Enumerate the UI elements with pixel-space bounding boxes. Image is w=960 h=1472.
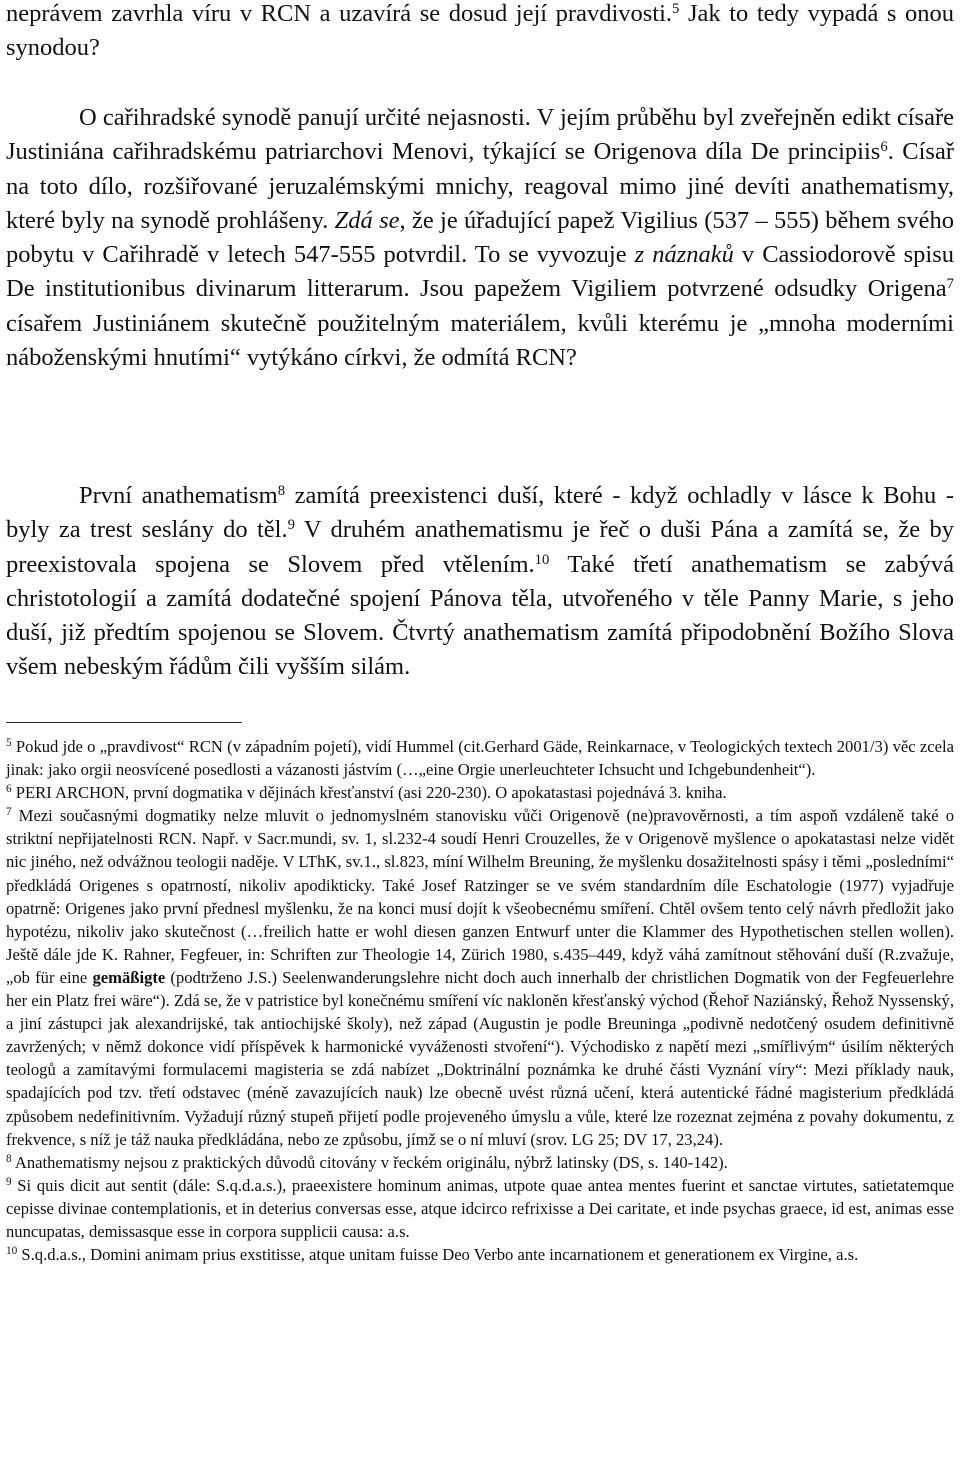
- footnote-number: 8: [6, 1152, 12, 1165]
- paragraph-text: v Cassiodorově spisu De institutionibus divinarum litterarum. Jsou papežem Vigiliem potvrzené odsudky Origena: [6, 241, 954, 303]
- footnote-text: PERI ARCHON, první dogmatika v dějinách křesťanství (asi 220-230). O apokatastasi pojednává 3. kniha.: [11, 783, 727, 803]
- footnote-8: [6, 1151, 954, 1174]
- footnote-ref-8[interactable]: 8: [277, 482, 286, 499]
- footnote-separator: [6, 722, 242, 723]
- footnote-text: S.q.d.a.s., Domini animam prius exstitisse, atque unitam fuisse Deo Verbo ante incarnationem et generationem ex Virgine, a.s.: [17, 1245, 859, 1265]
- footnote-10: [6, 1243, 954, 1266]
- footnote-ref-6[interactable]: 6: [880, 139, 888, 156]
- footnote-ref-9[interactable]: 9: [287, 517, 295, 534]
- paragraph-text: neprávem zavrhla víru v RCN a uzavírá se dosud její pravdivosti.: [6, 0, 673, 27]
- paragraph-intro: [6, 0, 954, 66]
- paragraph-text: O cařihradské synodě panují určité nejasnosti. V jejím průběhu byl zveřejněn edikt císaře Justiniána cařihradskému patriarchovi Menovi, týkající se Origenova díla De principiis: [6, 104, 954, 166]
- footnote-number: 6: [6, 782, 12, 795]
- footnote-number: 10: [6, 1244, 18, 1257]
- paragraph-synod: [6, 101, 954, 375]
- paragraph-text: První anathematism: [79, 482, 278, 509]
- paragraph-text: Také třetí anathematism se zabývá christotologií a zamítá dodatečné spojení Pánova těla, utvořeného v těle Panny Marie, s jeho duší, již předtím spojenou se Slovem. Čtvrtý anathematism zamítá připodobnění Božího Slova všem nebeským řádům čili vyšším silám.: [6, 550, 954, 681]
- footnote-7: [6, 804, 954, 1150]
- paragraph-text: , že je úřadující papež Vigilius (537 – 555) během svého pobytu v Cařihradě v letech 547-555 potvrdil. To se vyvozuje: [6, 206, 955, 269]
- footnote-6: [6, 781, 954, 804]
- bold-text: gemäßigte: [92, 967, 166, 987]
- footnote-text: Pokud jde o „pravdivost“ RCN (v západním pojetí), vidí Hummel (cit.Gerhard Gäde, Reinkarnace, v Teologických textech 2001/3) věc zcela jinak: jako orgii neosvícené posedlosti a vázanosti jástvím (…„eine Orgie unerleuchteter Ichsucht und Ichgebundenheit“).: [6, 737, 954, 780]
- footnote-ref-7[interactable]: 7: [946, 276, 954, 293]
- italic-text: Zdá se: [334, 206, 400, 234]
- paragraph-anathematisms: [6, 479, 954, 685]
- footnote-number: 7: [6, 806, 12, 819]
- footnote-number: 5: [6, 736, 12, 749]
- footnote-text: Anathematismy nejsou z praktických důvodů citovány v řeckém originálu, nýbrž latinsky (DS, s. 140-142).: [11, 1152, 728, 1172]
- italic-text: z náznaků: [634, 241, 734, 269]
- footnote-9: [6, 1174, 954, 1243]
- footnote-number: 9: [6, 1175, 12, 1188]
- paragraph-text: Jak to tedy vypadá s onou synodou?: [6, 0, 954, 62]
- footnote-ref-5[interactable]: 5: [672, 0, 680, 17]
- footnotes: [6, 735, 954, 1266]
- footnote-ref-10[interactable]: 10: [534, 551, 550, 568]
- footnote-text: (podtrženo J.S.) Seelenwanderungslehre nicht doch auch innerhalb der christlichen Dogmatik von der Fegfeuerlehre her ein Platz frei wäre“). Zdá se, že v patristice byl konečnému smíření víc nakloněn křesťanský východ (Řehoř Naziánský, Řehož Nyssenský, a jiní zástupci jak alexandrijské, tak antiochijské školy), než západ (Augustin je podle Breuninga „podivně nedotčený osudem definitivně zavržených; v němž dokonce vidí příspěvek k harmonické vyváženosti stvoření“). Východisko z napětí mezi „smířlivým“ úsilím některých teologů a zamítavými formulacemi magisteria se zdá nabízet „Doktrinální poznámka ke druhé části Vyznání víry“: Mezi příklady nauk, spadajících pod tzv. třetí odstavec (méně zavazujících nauk) lze obecně uvést různá učení, která autentické řádné magisterium předkládá způsobem nedefinitivním. Vyžadují různý stupeň přijetí podle projeveného úmyslu a vůle, které lze rozeznat zejména z povahy dokumentu, z frekvence, s níž je táž nauka předkládána, nebo ze způsobu, jímž se o ní mluví (srov. LG 25; DV 17, 23,24).: [6, 967, 954, 1149]
- footnote-text: Mezi současnými dogmatiky nelze mluvit o jednomyslném stanovisku vůči Origenově (ne)pravověrnosti, a tím aspoň vzdáleně také o striktní nepřijatelnosti RCN. Např. v Sacr.mundi, sv. 1, sl.232-4 soudí Henri Crouzelles, že v Origenově myšlence o apokatastasi nelze vidět nic jiného, než odvážnou teologii naděje. V LThK, sv.1., sl.823, míní Wilhelm Breuning, že myšlenku dosažitelnosti spásy i těmi „posledními“ předkládá Origenes s opatrností, nikoliv apodikticky. Také Josef Ratzinger se ve svém standardním díle Eschatologie (1977) vyjadřuje opatrně: Origenes jako první přednesl myšlenku, že na konci musí dojít k všeobecnému smíření. Chtěl ovšem tento celý návrh předložit jako hypotézu, nikoliv jako skutečnost (…freilich hatte er wohl diesen ganzen Entwurf unter die Klammer des Hypothetischen stellen wollen). Ještě dále jde K. Rahner, Fegfeuer, in: Schriften zur Theologie 14, Zürich 1980, s.435–449, když váhá zamítnout stěhování duší (R.zvažuje, „ob für eine: [6, 806, 954, 987]
- paragraph-text: císařem Justiniánem skutečně použitelným materiálem, kvůli kterému je „mnoha moderními náboženskými hnutími“ vytýkáno církvi, že odmítá RCN?: [6, 309, 954, 372]
- paragraph-text: V druhém anathematismu je řeč o duši Pána a zamítá se, že by preexistovala spojena se Slovem před vtělením.: [6, 516, 954, 578]
- footnote-5: [6, 735, 954, 781]
- paragraph-text: zamítá preexistenci duší, které - když ochladly v lásce k Bohu - byly za trest seslány do těl.: [6, 482, 954, 544]
- paragraph-text: . Císař na toto dílo, rozšiřované jeruzalémskými mnichy, reagoval mimo jiné devíti anathematismy, které byly na synodě prohlášeny.: [6, 138, 955, 234]
- footnote-text: Si quis dicit aut sentit (dále: S.q.d.a.s.), praeexistere hominum animas, utpote quae antea mentes fuerint et sanctae virtutes, satietatemque cepisse divinae contemplationis, et in deterius conversas esse, atque idcirco refrixisse a Dei caritate, et inde psychas graece, id est, animas esse nuncupatas, demissasque esse in corpora supplicii causa: a.s.: [6, 1175, 954, 1241]
